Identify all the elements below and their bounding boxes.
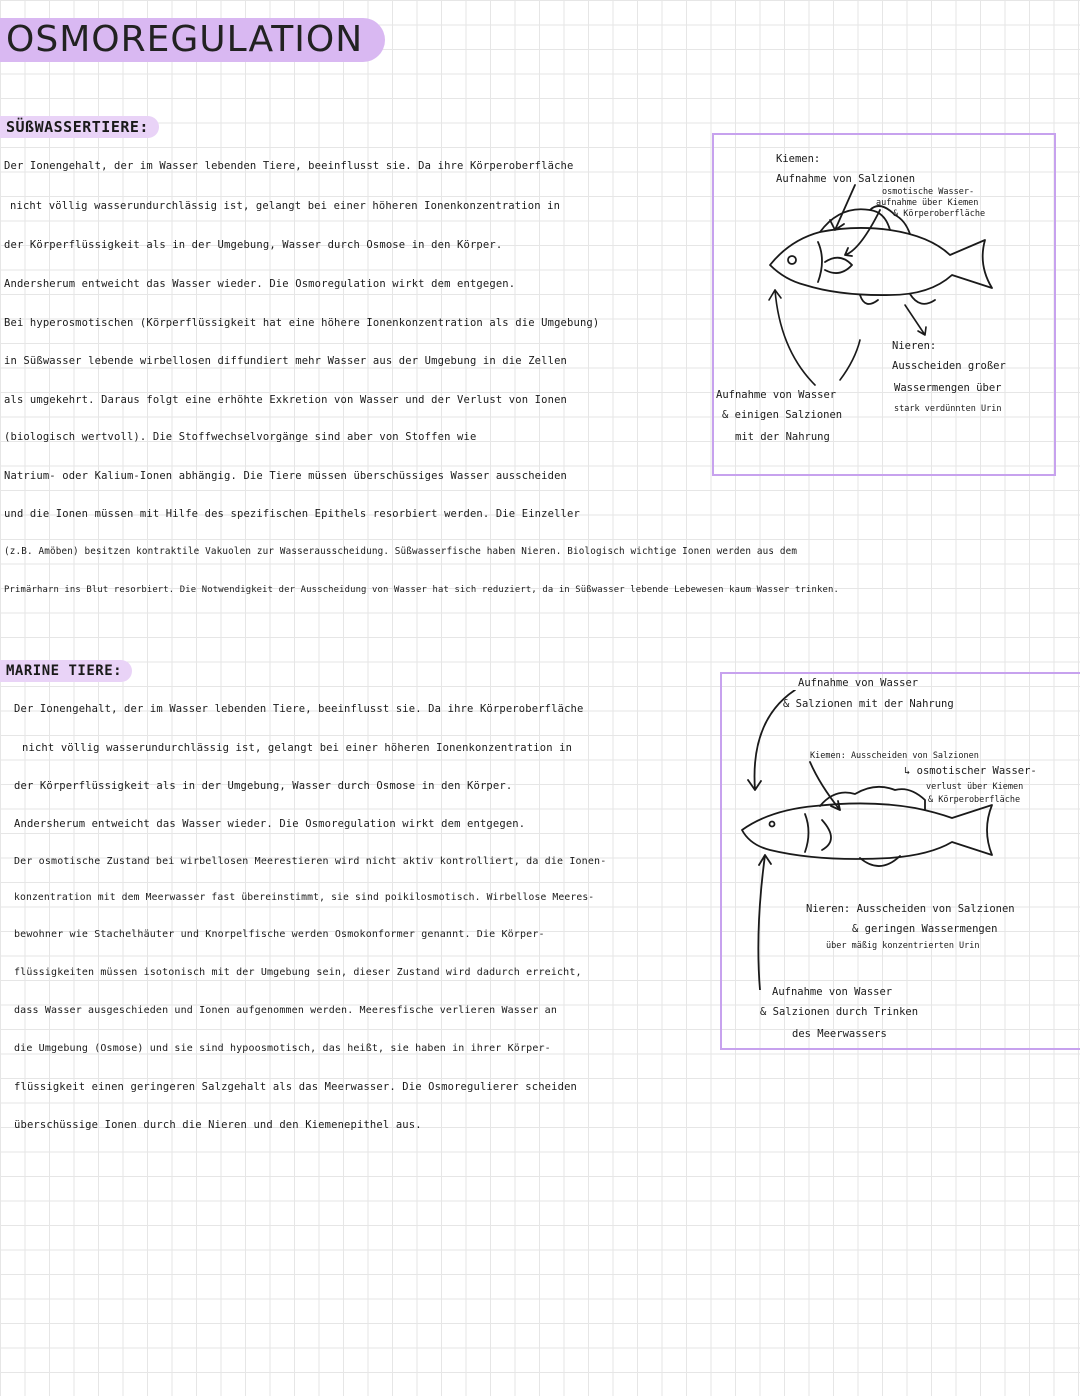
kidney-arrow-icon [900,300,940,340]
text-line: flüssigkeit einen geringeren Salzgehalt als das Meerwasser. Die Osmoregulierer scheiden [14,1081,578,1093]
intake-text: mit der Nahrung [735,431,830,443]
text-line: Der osmotische Zustand bei wirbellosen Meerestieren wird nicht aktiv kontrolliert, da die Ionen- [14,856,607,867]
text-line: konzentration mit dem Meerwasser fast übereinstimmt, sie sind poikilosmotisch. Wirbellose Meeres- [14,892,595,903]
text-line: der Körperflüssigkeit als in der Umgebung, Wasser durch Osmose in den Körper. [14,780,513,792]
text-line: die Umgebung (Osmose) und sie sind hypoosmotisch, das heißt, sie haben in ihrer Körper- [14,1043,551,1054]
marine-gills-text: verlust über Kiemen [926,782,1024,792]
marine-heading: MARINE TIERE: [0,660,132,682]
marine-kidney-text: über mäßig konzentrierten Urin [826,941,980,951]
intake-text: & einigen Salzionen [722,409,843,421]
drink-text: des Meerwassers [792,1028,887,1040]
kidney-text: Ausscheiden großer [892,360,1006,372]
intake-food-text: & Salzionen mit der Nahrung [783,698,954,710]
osmotic-label: osmotische Wasser- [882,187,975,197]
freshwater-heading: SÜßWASSERTIERE: [0,116,159,138]
intake-text: Aufnahme von Wasser [716,389,837,401]
text-line: Andersherum entweicht das Wasser wieder. Die Osmoregulation wirkt dem entgegen. [4,278,516,290]
text-line: Der Ionengehalt, der im Wasser lebenden Tiere, beeinflusst sie. Da ihre Körperoberfläche [4,160,574,172]
text-line: dass Wasser ausgeschieden und Ionen aufgenommen werden. Meeresfische verlieren Wasser an [14,1005,558,1016]
text-line: Bei hyperosmotischen (Körperflüssigkeit hat eine höhere Ionenkonzentration als die Umgebung) [4,317,600,329]
kidney-text: stark verdünnten Urin [894,404,1002,414]
text-line: Primärharn ins Blut resorbiert. Die Notwendigkeit der Ausscheidung von Wasser hat sich reduziert, da in Süßwasser lebende Lebewesen kaum Wasser trinken. [4,585,839,595]
text-line: Der Ionengehalt, der im Wasser lebenden Tiere, beeinflusst sie. Da ihre Körperoberfläche [14,703,584,715]
text-line: bewohner wie Stachelhäuter und Knorpelfische werden Osmokonformer genannt. Die Körper- [14,929,545,940]
gills-text: Aufnahme von Salzionen [776,173,916,185]
marine-gills-text: & Körperoberfläche [928,795,1021,805]
text-line: und die Ionen müssen mit Hilfe des spezifischen Epithels resorbiert werden. Die Einzeller [4,508,580,520]
intake-arrow-icon [760,280,880,390]
osmotic-label: & Körperoberfläche [893,209,986,219]
marine-text [14,701,606,1133]
marine-kidney-text: Nieren: Ausscheiden von Salzionen [806,903,1015,915]
text-line: Andersherum entweicht das Wasser wieder. Die Osmoregulation wirkt dem entgegen. [14,818,526,830]
osmotic-label: aufnahme über Kiemen [876,198,979,208]
marine-gills-text: Kiemen: Ausscheiden von Salzionen [810,751,979,761]
kidney-text: Wassermengen über [894,382,1002,394]
text-line: in Süßwasser lebende wirbellosen diffundiert mehr Wasser aus der Umgebung in die Zellen [4,355,568,367]
drink-text: & Salzionen durch Trinken [760,1006,919,1018]
marine-gills-text: ↳ osmotischer Wasser- [904,765,1037,777]
text-line: (biologisch wertvoll). Die Stoffwechselvorgänge sind aber von Stoffen wie [4,431,477,443]
intake-food-text: Aufnahme von Wasser [798,677,919,689]
text-line: flüssigkeiten müssen isotonisch mit der Umgebung sein, dieser Zustand wird dadurch erreicht, [14,967,582,978]
marine-kidney-text: & geringen Wassermengen [852,923,998,935]
drink-text: Aufnahme von Wasser [772,986,893,998]
text-line: nicht völlig wasserundurchlässig ist, gelangt bei einer höheren Ionenkonzentration in [22,742,573,754]
text-line: überschüssige Ionen durch die Nieren und den Kiemenepithel aus. [14,1119,422,1131]
text-line: (z.B. Amöben) besitzen kontraktile Vakuolen zur Wasserausscheidung. Süßwasserfische haben Nieren. Biologisch wichtige Ionen werden aus dem [4,546,798,557]
text-line: nicht völlig wasserundurchlässig ist, gelangt bei einer höheren Ionenkonzentration in [10,200,561,212]
page-title: OSMOREGULATION [0,18,385,62]
text-line: als umgekehrt. Daraus folgt eine erhöhte Exkretion von Wasser und der Verlust von Ionen [4,394,568,406]
kidney-label: Nieren: [892,340,937,352]
gills-label: Kiemen: [776,153,821,165]
text-line: der Körperflüssigkeit als in der Umgebung, Wasser durch Osmose in den Körper. [4,239,503,251]
text-line: Natrium- oder Kalium-Ionen abhängig. Die Tiere müssen überschüssiges Wasser ausscheiden [4,470,568,482]
